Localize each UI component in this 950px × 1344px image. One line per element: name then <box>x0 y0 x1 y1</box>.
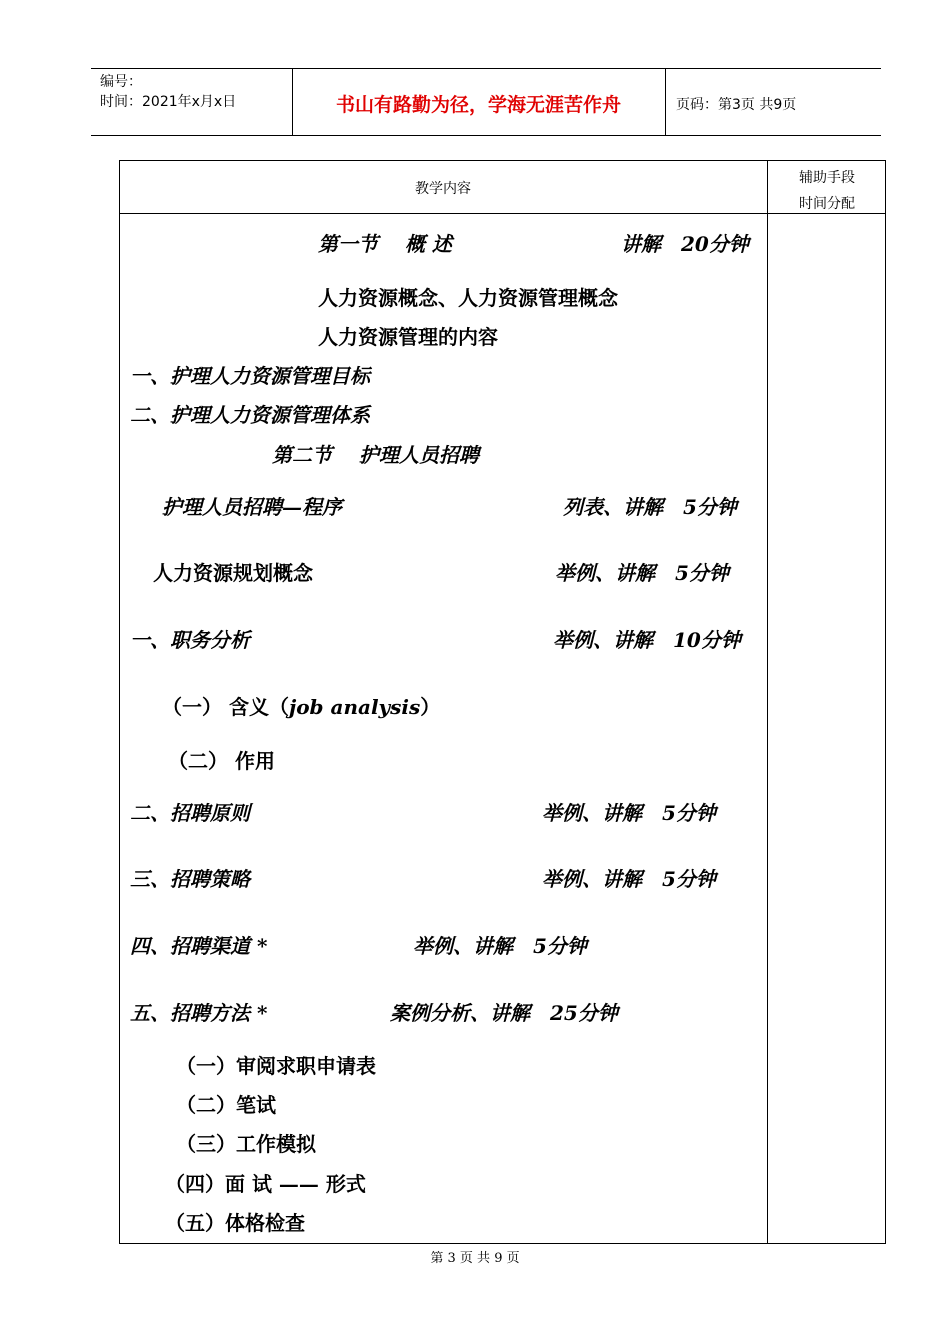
column-header-aux <box>768 165 886 217</box>
line-job-analysis-method: 举例、讲解 10分钟 <box>553 628 741 652</box>
column-header-content: 教学内容 <box>415 181 471 197</box>
sub-item-5: （五）体格检查 <box>165 1211 305 1235</box>
line-method-method: 案例分析、讲解 25分钟 <box>390 1001 618 1025</box>
line-content: 人力资源管理的内容 <box>318 325 498 349</box>
doc-time-label: 时间：2021年x月x日 <box>100 94 237 110</box>
line-procedure: 护理人员招聘—程序 <box>162 495 342 519</box>
column-header-aux-line1: 辅助手段 <box>799 170 855 186</box>
line-principle-method: 举例、讲解 5分钟 <box>542 801 716 825</box>
line-concepts: 人力资源概念、人力资源管理概念 <box>318 286 618 310</box>
line-meaning <box>162 691 440 720</box>
line-method: 五、招聘方法 * <box>130 1001 268 1025</box>
column-header-aux-line2: 时间分配 <box>799 196 855 212</box>
header-motto: 书山有路勤为径，学海无涯苦作舟 <box>335 94 621 116</box>
page-footer: 第 3 页 共 9 页 <box>430 1251 520 1266</box>
sub-item-2: （二）笔试 <box>176 1093 276 1117</box>
section1-method: 讲解 20分钟 <box>621 232 749 256</box>
sub-item-1: （一）审阅求职申请表 <box>176 1054 376 1078</box>
table-column-divider <box>767 160 768 1244</box>
header-meta <box>100 72 236 112</box>
sub-item-4: （四）面 试 —— 形式 <box>165 1172 366 1196</box>
line-principle: 二、招聘原则 <box>130 801 250 825</box>
line-planning-method: 举例、讲解 5分钟 <box>555 561 729 585</box>
line-effect: （二） 作用 <box>168 749 275 773</box>
doc-number-label: 编号： <box>100 74 142 90</box>
line-strategy: 三、招聘策略 <box>130 867 250 891</box>
line-meaning-en: job analysis <box>288 695 421 719</box>
header-page-info: 页码：第3页 共9页 <box>676 97 797 113</box>
line-channel: 四、招聘渠道 * <box>130 934 268 958</box>
line-meaning-prefix: （一） 含义（ <box>162 695 289 719</box>
line-channel-method: 举例、讲解 5分钟 <box>413 934 587 958</box>
line-goal: 一、护理人力资源管理目标 <box>130 364 370 388</box>
section1-title: 第一节 概 述 <box>318 232 452 256</box>
header-divider <box>665 69 666 136</box>
header-top-rule <box>91 68 881 69</box>
line-job-analysis: 一、职务分析 <box>130 628 250 652</box>
line-meaning-suffix: ） <box>420 695 441 719</box>
line-strategy-method: 举例、讲解 5分钟 <box>542 867 716 891</box>
line-procedure-method: 列表、讲解 5分钟 <box>563 495 737 519</box>
section2-title: 第二节 护理人员招聘 <box>272 443 479 467</box>
line-planning: 人力资源规划概念 <box>153 561 313 585</box>
header-bottom-rule <box>91 135 881 136</box>
sub-item-3: （三）工作模拟 <box>176 1132 316 1156</box>
line-system: 二、护理人力资源管理体系 <box>130 403 370 427</box>
